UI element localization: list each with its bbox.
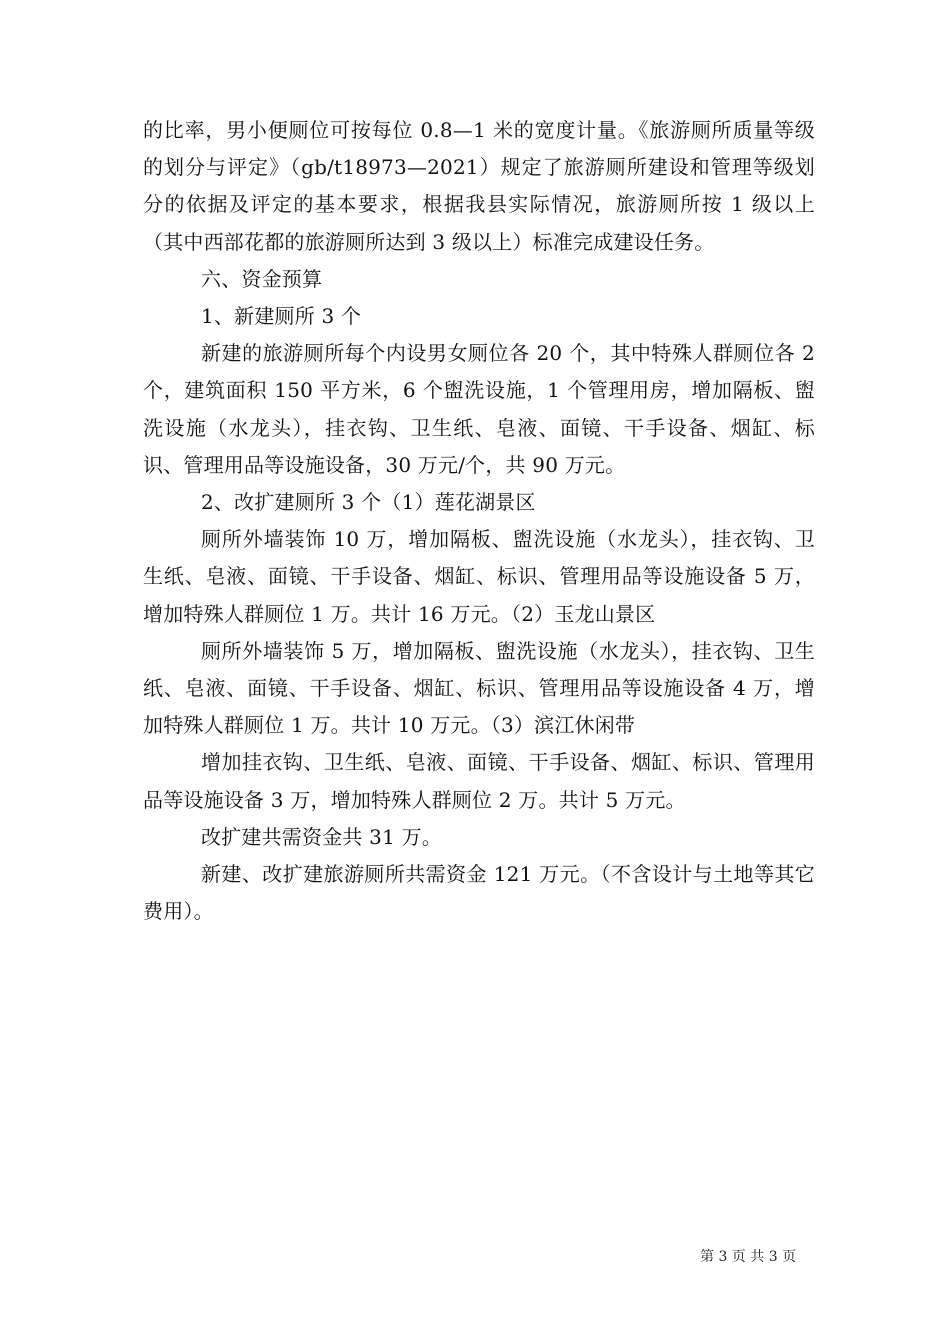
paragraph-grand-total: 新建、改扩建旅游厕所共需资金 121 万元。（不含设计与土地等其它费用）。 bbox=[143, 862, 815, 924]
subheading-renovated-toilets: 2、改扩建厕所 3 个（1）莲花湖景区 bbox=[201, 490, 536, 515]
paragraph-lotus-lake-cost: 厕所外墙装饰 10 万，增加隔板、盥洗设施（水龙头），挂衣钩、卫生纸、皂液、面镜、干手设备、烟缸、标识、管理用品等设施设备 5 万，增加特殊人群厕位 1 万。共计 16 万元。（2）玉龙山景区 bbox=[143, 527, 815, 626]
paragraph-toilet-standards: 的比率，男小便厕位可按每位 0.8—1 米的宽度计量。《旅游厕所质量等级的划分与评定》（gb/t18973—2021）规定了旅游厕所建设和管理等级划分的依据及评定的基本要求，根据我县实际情况，旅游厕所按 1 级以上（其中西部花都的旅游厕所达到 3 级以上）标准完成建设任务。 bbox=[143, 118, 815, 254]
document-body bbox=[143, 112, 815, 930]
subheading-new-toilets: 1、新建厕所 3 个 bbox=[201, 304, 362, 329]
page-number-footer: 第 3 页 共 3 页 bbox=[700, 1249, 797, 1265]
section-heading-budget: 六、资金预算 bbox=[201, 266, 323, 291]
paragraph-new-toilets-cost: 新建的旅游厕所每个内设男女厕位各 20 个，其中特殊人群厕位各 2 个，建筑面积 150 平方米，6 个盥洗设施，1 个管理用房，增加隔板、盥洗设施（水龙头），挂衣钩、卫生纸、皂液、面镜、干手设备、烟缸、标识、管理用品等设施设备，30 万元/个，共 90 万元。 bbox=[143, 341, 815, 477]
paragraph-yulong-mountain-cost: 厕所外墙装饰 5 万，增加隔板、盥洗设施（水龙头），挂衣钩、卫生纸、皂液、面镜、干手设备、烟缸、标识、管理用品等设施设备 4 万，增加特殊人群厕位 1 万。共计 10 万元。（3）滨江休闲带 bbox=[143, 638, 815, 738]
paragraph-renovation-total: 改扩建共需资金共 31 万。 bbox=[201, 824, 442, 849]
paragraph-riverside-belt-cost: 增加挂衣钩、卫生纸、皂液、面镜、干手设备、烟缸、标识、管理用品等设施设备 3 万，增加特殊人群厕位 2 万。共计 5 万元。 bbox=[143, 750, 815, 812]
